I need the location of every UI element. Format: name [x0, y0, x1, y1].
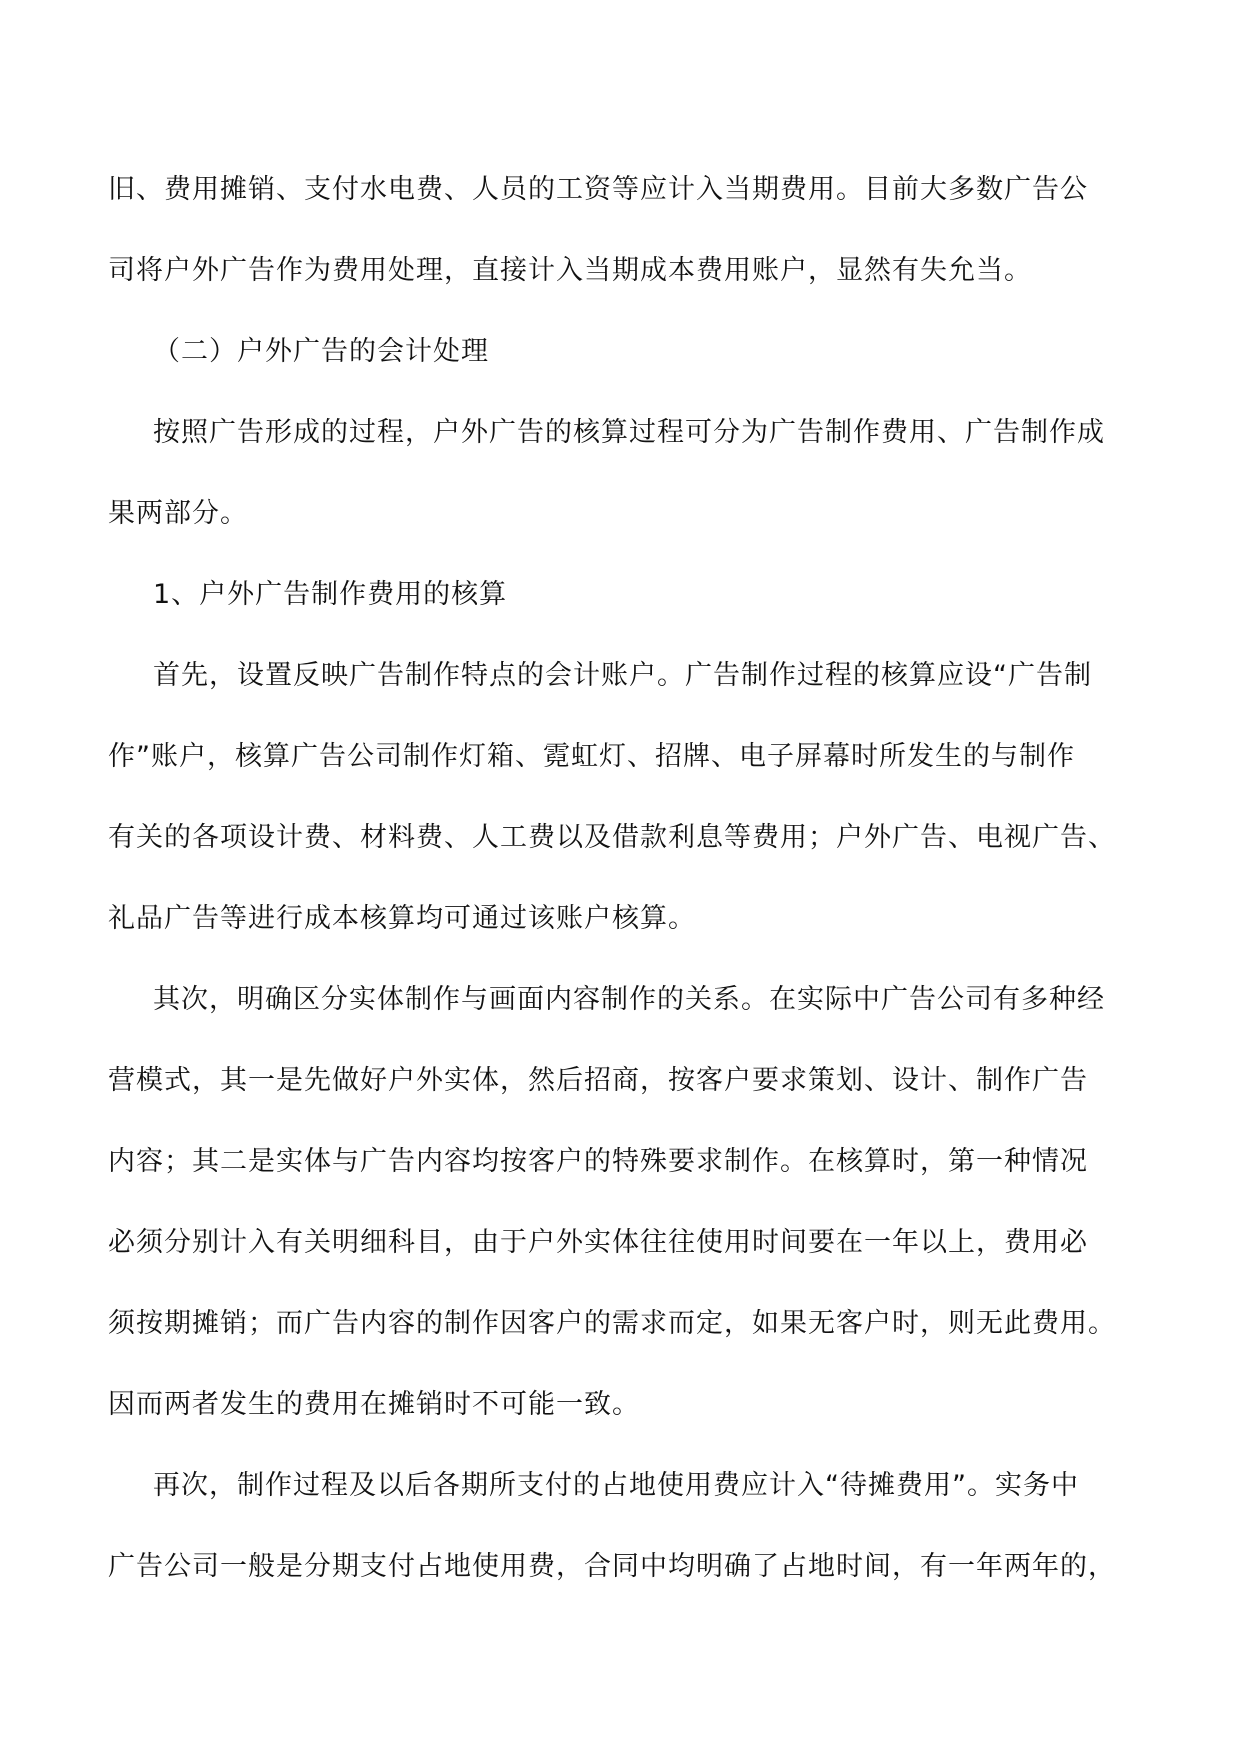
- text-line: 再次，制作过程及以后各期所支付的占地使用费应计入“待摊费用”。实务中: [153, 1470, 1079, 1501]
- text-line: 须按期摊销；而广告内容的制作因客户的需求而定，如果无客户时，则无此费用。: [108, 1308, 1116, 1339]
- text-line: 有关的各项设计费、材料费、人工费以及借款利息等费用；户外广告、电视广告、: [108, 822, 1116, 853]
- text-line: 礼品广告等进行成本核算均可通过该账户核算。: [108, 903, 696, 934]
- text-line: 司将户外广告作为费用处理，直接计入当期成本费用账户，显然有失允当。: [108, 255, 1032, 286]
- text-line: 必须分别计入有关明细科目，由于户外实体往往使用时间要在一年以上，费用必: [108, 1227, 1088, 1258]
- text-line: 果两部分。: [108, 498, 248, 529]
- text-line: 营模式，其一是先做好户外实体，然后招商，按客户要求策划、设计、制作广告: [108, 1065, 1088, 1096]
- text-line: 广告公司一般是分期支付占地使用费，合同中均明确了占地时间，有一年两年的，: [108, 1551, 1116, 1582]
- subsection-heading: 1、户外广告制作费用的核算: [153, 579, 508, 610]
- text-line: 作”账户，核算广告公司制作灯箱、霓虹灯、招牌、电子屏幕时所发生的与制作: [108, 741, 1075, 772]
- body-text: [108, 160, 1148, 1618]
- text-line: 旧、费用摊销、支付水电费、人员的工资等应计入当期费用。目前大多数广告公: [108, 174, 1088, 205]
- text-line: 内容；其二是实体与广告内容均按客户的特殊要求制作。在核算时，第一种情况: [108, 1146, 1088, 1177]
- text-line: 首先，设置反映广告制作特点的会计账户。广告制作过程的核算应设“广告制: [153, 660, 1092, 691]
- section-heading: （二）户外广告的会计处理: [153, 336, 489, 367]
- text-line: 按照广告形成的过程，户外广告的核算过程可分为广告制作费用、广告制作成: [153, 417, 1105, 448]
- text-line: 因而两者发生的费用在摊销时不可能一致。: [108, 1389, 640, 1420]
- text-line: 其次，明确区分实体制作与画面内容制作的关系。在实际中广告公司有多种经: [153, 984, 1105, 1015]
